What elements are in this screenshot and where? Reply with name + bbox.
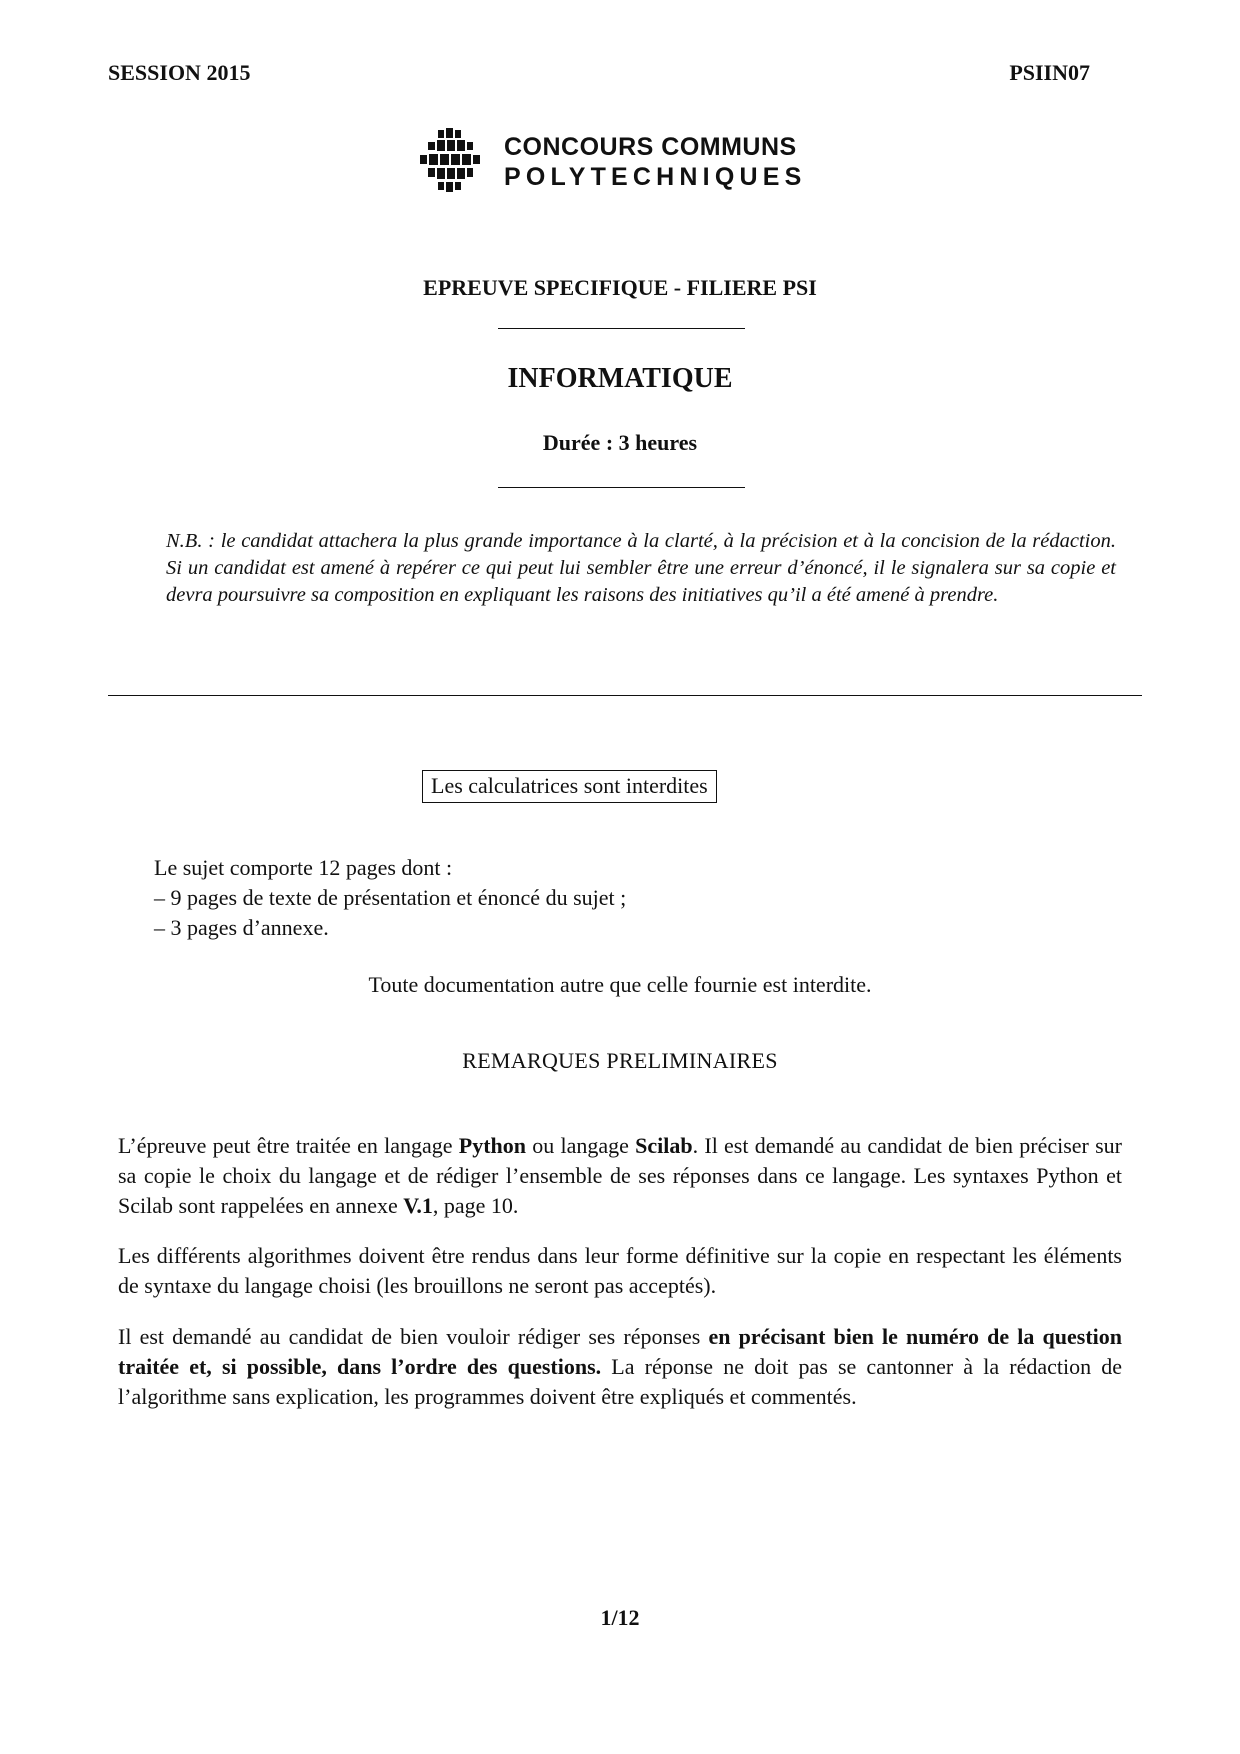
paragraph-language [118,1131,1122,1221]
list-item: – 9 pages de texte de présentation et énoncé du sujet ; [154,885,627,910]
section-divider [108,695,1142,696]
divider [498,487,745,488]
text: ou langage [526,1133,636,1158]
session-label: SESSION 2015 [108,60,251,85]
bold-text: Scilab [635,1133,693,1158]
paragraph-answers [118,1322,1122,1412]
section-heading: REMARQUES PRELIMINAIRES [462,1048,778,1073]
exam-code: PSIIN07 [1009,60,1090,85]
logo-line1: CONCOURS COMMUNS [504,133,797,161]
subject-title: INFORMATIQUE [507,363,733,394]
documentation-notice: Toute documentation autre que celle fournie est interdite. [368,972,872,997]
logo-line2: POLYTECHNIQUES [504,163,807,191]
paragraph-algorithms: Les différents algorithmes doivent être rendus dans leur forme définitive sur la copie en respectant les éléments de syntaxe du langage choisi (les brouillons ne seront pas acceptés). [118,1243,1122,1298]
subject-composition [154,853,626,943]
divider [498,328,745,329]
duration: Durée : 3 heures [542,430,698,455]
subject-intro: Le sujet comporte 12 pages dont : [154,855,453,880]
exam-heading: EPREUVE SPECIFIQUE - FILIERE PSI [423,275,817,300]
list-item: – 3 pages d’annexe. [154,915,329,940]
text: Il est demandé au candidat de bien vouloir rédiger ses réponses [118,1324,709,1349]
text: . Il est demandé au candidat de bien préciser sur sa copie le choix du langage et de rédiger l’ensemble de ses réponses dans ce langage. Les syntaxes Python et Scilab sont rappelées en annexe [118,1133,1122,1218]
logo [418,128,818,198]
text: , page 10. [432,1193,519,1218]
text: L’épreuve peut être traitée en langage [118,1133,459,1158]
bold-text: en précisant bien le numéro de la question traitée et, si possible, dans l’ordre des questions. [118,1324,1122,1379]
bold-text: Python [458,1133,527,1158]
text: La réponse ne doit pas se cantonner à la rédaction de l’algorithme sans explication, les programmes doivent être expliqués et commentés. [118,1354,1122,1409]
calculator-notice: Les calculatrices sont interdites [422,770,717,803]
nb-notice: N.B. : le candidat attachera la plus grande importance à la clarté, à la précision et à la concision de la rédaction. Si un candidat est amené à repérer ce qui peut lui sembler être une erreur d’énoncé, il le signalera sur sa copie et devra poursuivre sa composition en expliquant les raisons des initiatives qu’il a été amené à prendre. [166,530,1116,606]
page-number: 1/12 [600,1605,640,1630]
bold-text: V.1 [403,1193,433,1218]
ccp-logo-icon [418,128,482,198]
